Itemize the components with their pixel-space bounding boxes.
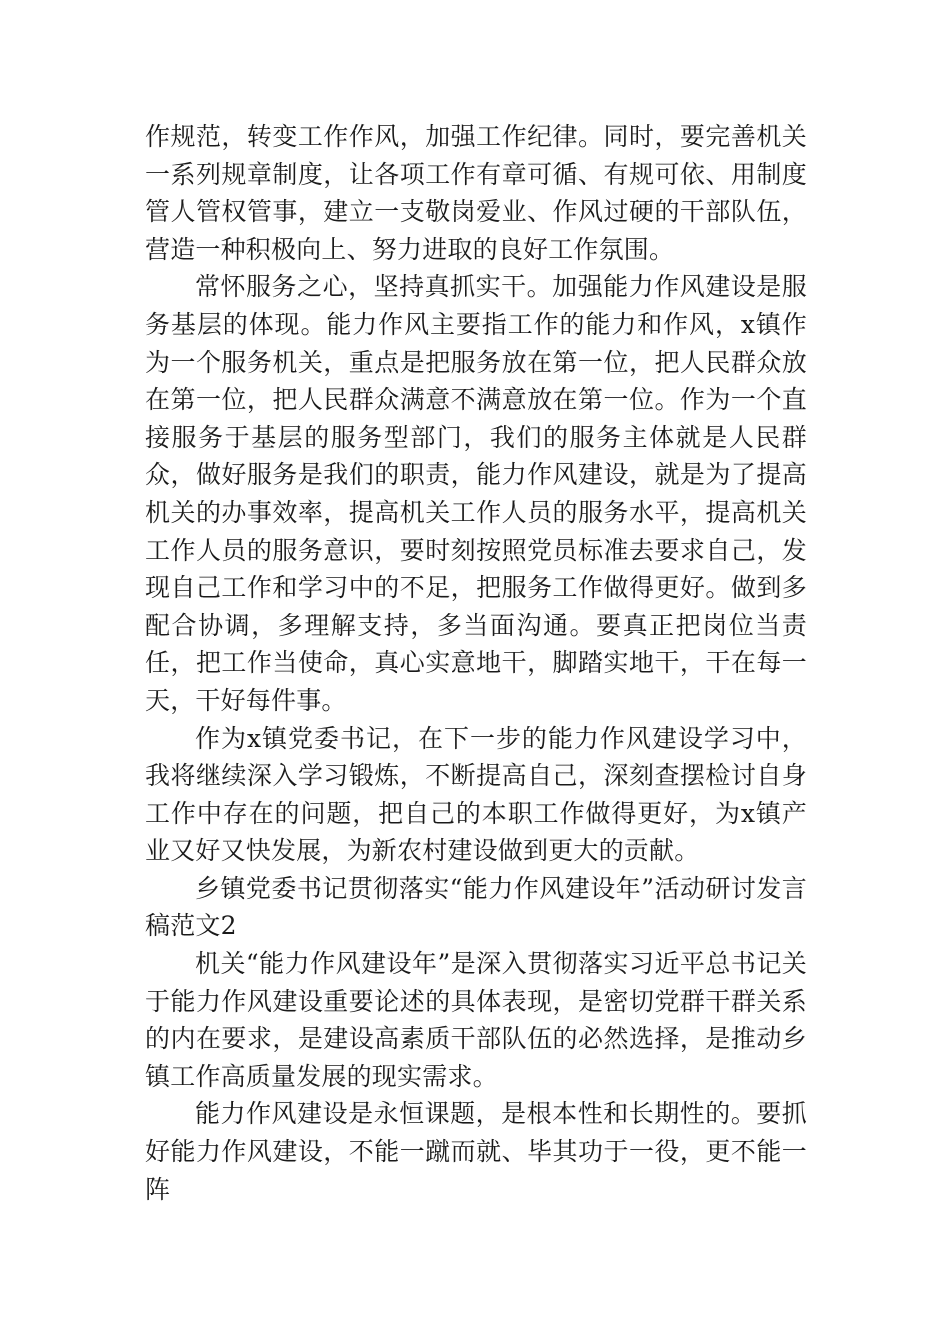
document-body bbox=[145, 118, 807, 1208]
paragraph-intro: 机关“能力作风建设年”是深入贯彻落实习近平总书记关于能力作风建设重要论述的具体表现，是密切党群干群关系的内在要求，是建设高素质干部队伍的必然选择，是推动乡镇工作高质量发展的现实需求。 bbox=[145, 949, 807, 1091]
paragraph-continuation: 作规范，转变工作作风，加强工作纪律。同时，要完善机关一系列规章制度，让各项工作有章可循、有规可依、用制度管人管权管事，建立一支敬岗爱业、作风过硬的干部队伍，营造一种积极向上、努力进取的良好工作氛围。 bbox=[145, 122, 807, 264]
paragraph-commitment: 作为x镇党委书记，在下一步的能力作风建设学习中，我将继续深入学习锻炼，不断提高自己，深刻查摆检讨自身工作中存在的问题，把自己的本职工作做得更好，为x镇产业又好又快发展，为新农村建设做到更大的贡献。 bbox=[145, 723, 807, 866]
paragraph-service: 常怀服务之心，坚持真抓实干。加强能力作风建设是服务基层的体现。能力作风主要指工作的能力和作风，x镇作为一个服务机关，重点是把服务放在第一位，把人民群众放在第一位，把人民群众满意不满意放在第一位。作为一个直接服务于基层的服务型部门，我们的服务主体就是人民群众，做好服务是我们的职责，能力作风建设，就是为了提高机关的办事效率，提高机关工作人员的服务水平，提高机关工作人员的服务意识，要时刻按照党员标准去要求自己，发现自己工作和学习中的不足，把服务工作做得更好。做到多配合协调，多理解支持，多当面沟通。要真正把岗位当责任，把工作当使命，真心实意地干，脚踏实地干，干在每一天，干好每件事。 bbox=[145, 272, 807, 715]
paragraph-perpetual-topic: 能力作风建设是永恒课题，是根本性和长期性的。要抓好能力作风建设，不能一蹴而就、毕其功于一役，更不能一阵 bbox=[145, 1099, 807, 1204]
section-heading: 乡镇党委书记贯彻落实“能力作风建设年”活动研讨发言稿范文2 bbox=[145, 873, 807, 941]
